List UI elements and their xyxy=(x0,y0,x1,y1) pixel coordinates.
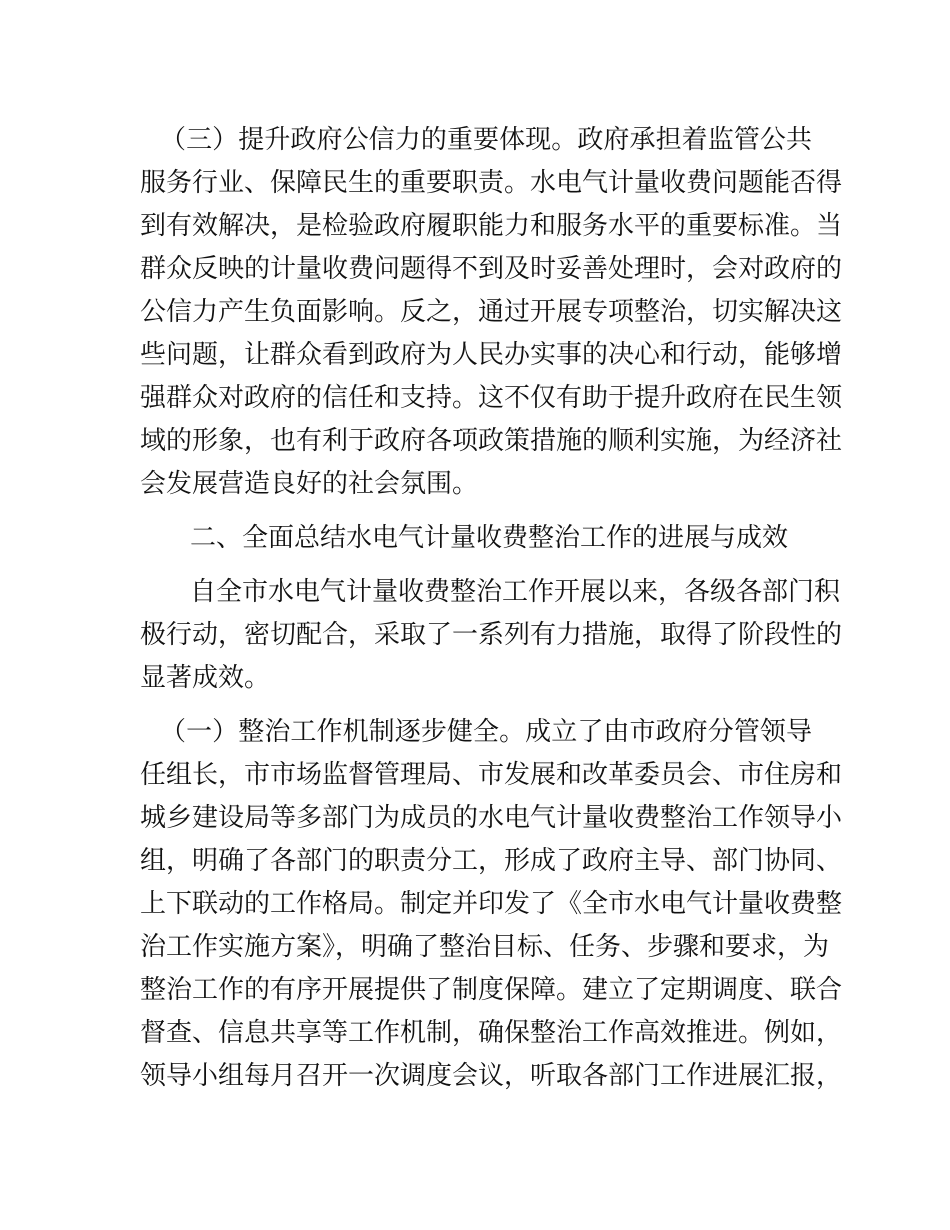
paragraph-progress-intro xyxy=(140,571,843,700)
paragraph-government-credibility xyxy=(140,119,843,506)
text-line: 组，明确了各部门的职责分工，形成了政府主导、部门协同、 xyxy=(140,846,843,876)
text-line: 显著成效。 xyxy=(140,663,271,693)
text-line: 治工作实施方案》，明确了整治目标、任务、步骤和要求，为 xyxy=(140,932,830,962)
text-line: 域的形象，也有利于政府各项政策措施的顺利实施，为经济社 xyxy=(140,426,843,456)
text-line: （三）提升政府公信力的重要体现。政府承担着监管公共 xyxy=(160,125,812,155)
text-line: 任组长，市市场监督管理局、市发展和改革委员会、市住房和 xyxy=(140,760,843,790)
text-line: 城乡建设局等多部门为成员的水电气计量收费整治工作领导小 xyxy=(140,803,843,833)
text-line: 上下联动的工作格局。制定并印发了《全市水电气计量收费整 xyxy=(140,889,843,919)
text-line: 整治工作的有序开展提供了制度保障。建立了定期调度、联合 xyxy=(140,975,843,1005)
text-line: 自全市水电气计量收费整治工作开展以来，各级各部门积 xyxy=(190,577,841,607)
paragraph-work-mechanism xyxy=(140,711,843,1098)
text-line: 群众反映的计量收费问题得不到及时妥善处理时，会对政府的 xyxy=(140,254,843,284)
text-line: 极行动，密切配合，采取了一系列有力措施，取得了阶段性的 xyxy=(140,620,843,650)
text-line: 到有效解决，是检验政府履职能力和服务水平的重要标准。当 xyxy=(140,211,843,241)
document-page xyxy=(140,119,843,1098)
text-line: 服务行业、保障民生的重要职责。水电气计量收费问题能否得 xyxy=(140,168,843,198)
text-line: 强群众对政府的信任和支持。这不仅有助于提升政府在民生领 xyxy=(140,383,843,413)
text-line: 些问题，让群众看到政府为人民办实事的决心和行动，能够增 xyxy=(140,340,843,370)
section-heading: 二、全面总结水电气计量收费整治工作的进展与成效 xyxy=(190,523,789,553)
text-line: 会发展营造良好的社会氛围。 xyxy=(140,469,479,499)
text-line: 督查、信息共享等工作机制，确保整治工作高效推进。例如， xyxy=(140,1018,843,1048)
text-line: 领导小组每月召开一次调度会议，听取各部门工作进展汇报， xyxy=(140,1061,843,1091)
text-line: 公信力产生负面影响。反之，通过开展专项整治，切实解决这 xyxy=(140,297,843,327)
text-line: （一）整治工作机制逐步健全。成立了由市政府分管领导 xyxy=(160,717,812,747)
